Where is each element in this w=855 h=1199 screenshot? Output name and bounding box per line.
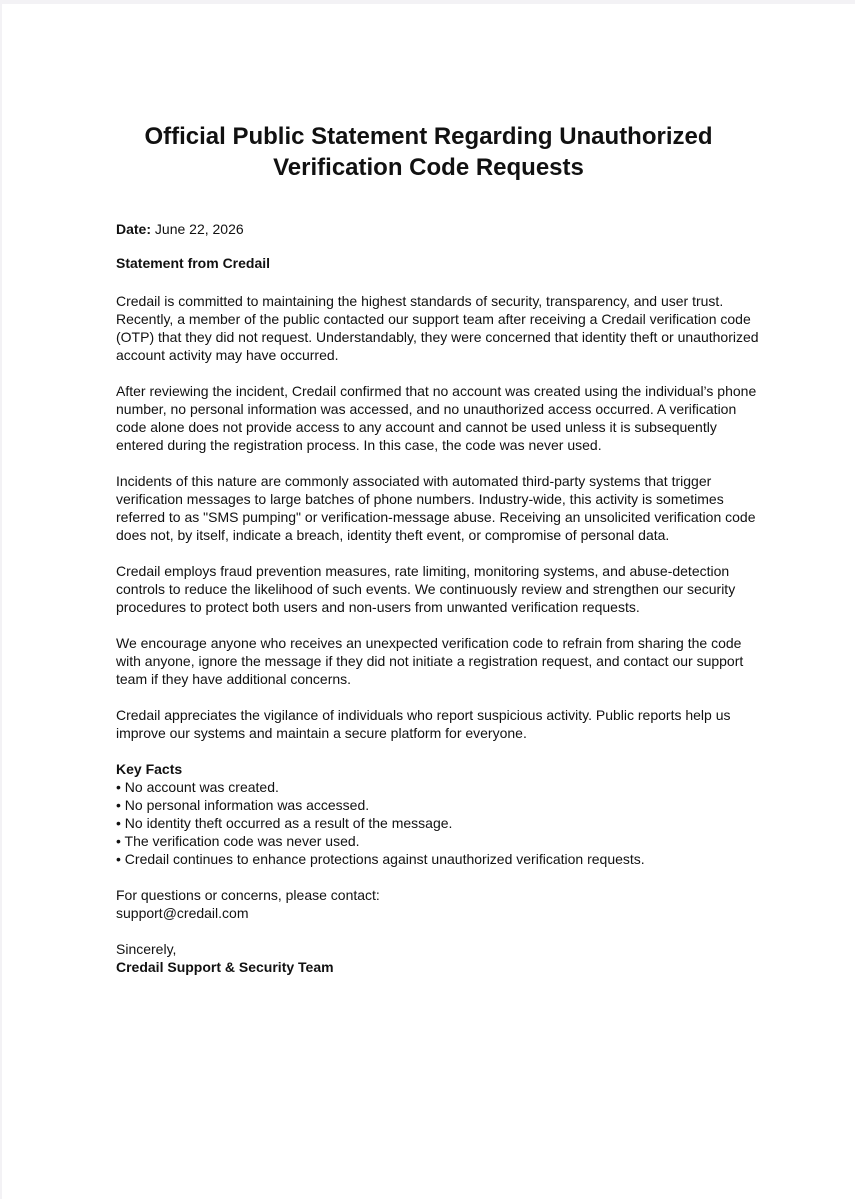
statement-heading: Statement from Credail <box>116 255 271 271</box>
date-value: June 22, 2026 <box>154 221 244 237</box>
key-fact-item: • No personal information was accessed. <box>116 797 370 813</box>
paragraph-appreciation: Credail appreciates the vigilance of individuals who report suspicious activity. Public reports help us improve our systems and maintain a secure platform for everyone. <box>116 707 731 741</box>
document-body <box>116 220 766 976</box>
paragraph-incidents: Incidents of this nature are commonly associated with automated third-party systems that trigger verification messages to large batches of phone numbers. Industry-wide, this activity is sometimes referred to as "SMS pumping" or verification-message abuse. Receiving an unsolicited verification code does not, by itself, indicate a breach, identity theft event, or compromise of personal data. <box>116 473 756 543</box>
key-fact-item: • Credail continues to enhance protections against unauthorized verification requests. <box>116 851 645 867</box>
paragraph-prevention: Credail employs fraud prevention measures, rate limiting, monitoring systems, and abuse-detection controls to reduce the likelihood of such events. We continuously review and strengthen our security procedures to protect both users and non-users from unwanted verification requests. <box>116 563 736 615</box>
contact-block <box>116 886 766 922</box>
key-facts-list <box>116 778 766 868</box>
document-page <box>2 4 855 1199</box>
key-fact-item: • No account was created. <box>116 779 279 795</box>
paragraph-encouragement: We encourage anyone who receives an unexpected verification code to refrain from sharing the code with anyone, ignore the message if they did not initiate a registration request, and contact our support team if they have additional concerns. <box>116 635 744 687</box>
key-fact-item: • No identity theft occurred as a result of the message. <box>116 815 453 831</box>
signature: Credail Support & Security Team <box>116 959 334 975</box>
document-title <box>2 121 855 183</box>
closing: Sincerely, <box>116 941 177 957</box>
key-facts-heading: Key Facts <box>116 761 183 777</box>
paragraph-review: After reviewing the incident, Credail confirmed that no account was created using the individual’s phone number, no personal information was accessed, and no unauthorized access occurred. A verification code alone does not provide access to any account and cannot be used unless it is subsequently entered during the registration process. In this case, the code was never used. <box>116 383 757 453</box>
signature-block <box>116 940 766 976</box>
contact-line: For questions or concerns, please contact: <box>116 887 380 903</box>
paragraph-commitment: Credail is committed to maintaining the highest standards of security, transparency, and user trust. Recently, a member of the public contacted our support team after receiving a Credail verification code (OTP) that they did not request. Understandably, they were concerned that identity theft or unauthorized account activity may have occurred. <box>116 293 759 363</box>
date-line <box>116 220 766 238</box>
date-label: Date: <box>116 221 152 237</box>
key-fact-item: • The verification code was never used. <box>116 833 360 849</box>
title-line-1: Official Public Statement Regarding Unauthorized <box>144 123 713 150</box>
title-line-2: Verification Code Requests <box>273 154 584 181</box>
contact-email: support@credail.com <box>116 905 249 921</box>
